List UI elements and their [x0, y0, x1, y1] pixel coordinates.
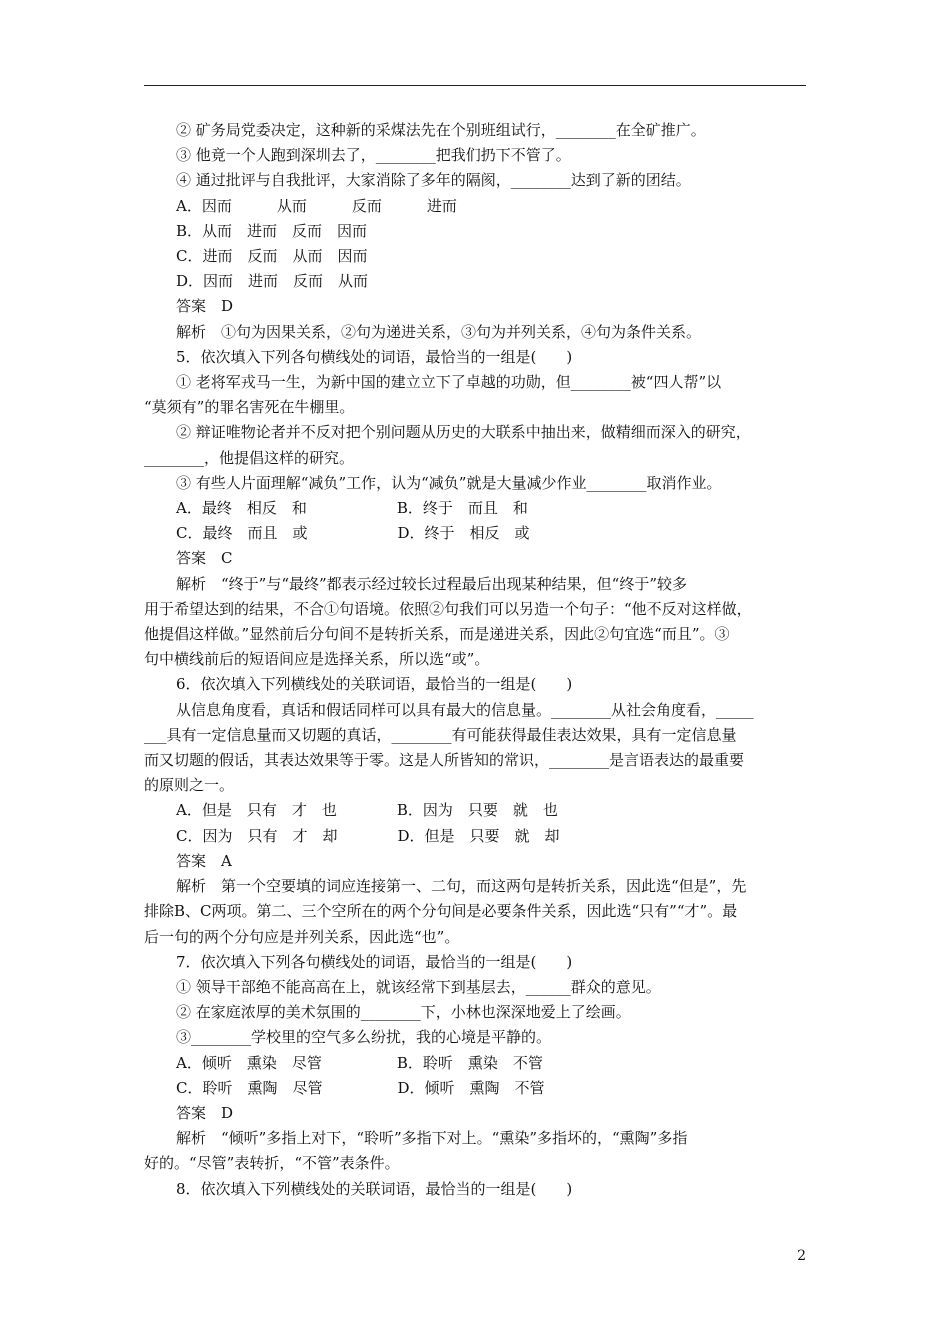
header-rule — [144, 85, 806, 86]
text-line: 从信息角度看，真话和假话同样可以具有最大的信息量。________从社会角度看，_____ — [176, 700, 754, 719]
text-line: 答案 D — [176, 297, 234, 316]
text-line: 而又切题的假话，其表达效果等于零。这是人所皆知的常识，________是言语表达的最重要 — [144, 751, 745, 770]
text-line: A．因而 从而 反而 进而 — [176, 196, 457, 215]
text-line: ② 在家庭浓厚的美术氛围的________下，小林也深深地爱上了绘画。 — [176, 1003, 631, 1022]
text-line: ② 辩证唯物论者并不反对把个别问题从历史的大联系中抽出来，做精细而深入的研究， — [176, 423, 751, 442]
text-line: C．最终 而且 或 D．终于 相反 或 — [176, 524, 530, 543]
text-line: A．倾听 熏染 尽管 B．聆听 熏染 不管 — [176, 1053, 543, 1072]
text-line: 后一句的两个分句应是并列关系，因此选“也”。 — [144, 927, 460, 946]
text-line: 排除B、C两项。第二、三个空所在的两个分句间是必要条件关系，因此选“只有”“才”。最 — [144, 902, 738, 921]
text-line: 的原则之一。 — [144, 776, 235, 795]
text-line: 用于希望达到的结果，不合①句语境。依照②句我们可以另造一个句子：“他不反对这样做， — [144, 599, 752, 618]
text-line: A．但是 只有 才 也 B．因为 只要 就 也 — [176, 801, 558, 820]
text-line: ③ 有些人片面理解“减负”工作，认为“减负”就是大量减少作业________取消作业。 — [176, 473, 722, 492]
text-line: ③ 他竟一个人跑到深圳去了，________把我们扔下不管了。 — [176, 146, 571, 165]
text-line: B．从而 进而 反而 因而 — [176, 221, 368, 240]
text-line: 句中横线前后的短语间应是选择关系，所以选“或”。 — [144, 650, 490, 669]
text-line: 解析 “倾听”多指上对下，“聆听”多指下对上。“熏染”多指坏的，“熏陶”多指 — [176, 1129, 688, 1148]
text-line: ① 领导干部绝不能高高在上，就该经常下到基层去，______群众的意见。 — [176, 977, 661, 996]
text-line: ① 老将军戎马一生，为新中国的建立立下了卓越的功勋，但________被“四人帮”以 — [176, 373, 722, 392]
page-number: 2 — [797, 1248, 806, 1264]
text-line: D．因而 进而 反而 从而 — [176, 272, 369, 291]
text-line: 解析 “终于”与“最终”都表示经过较长过程最后出现某种结果，但“终于”较多 — [176, 574, 688, 593]
text-line: 解析 ①句为因果关系，②句为递进关系，③句为并列关系，④句为条件关系。 — [176, 322, 702, 341]
text-line: 7．依次填入下列各句横线处的词语，最恰当的一组是( ) — [176, 952, 573, 971]
text-line: 答案 A — [176, 851, 232, 870]
text-line: C．聆听 熏陶 尽管 D．倾听 熏陶 不管 — [176, 1078, 545, 1097]
text-line: 8．依次填入下列横线处的关联词语，最恰当的一组是( ) — [176, 1179, 573, 1198]
text-line: 答案 C — [176, 549, 233, 568]
text-line: A．最终 相反 和 B．终于 而且 和 — [176, 499, 528, 518]
text-line: 他提倡这样做。”显然前后分句间不是转折关系，而是递进关系，因此②句宜选“而且”。③ — [144, 625, 730, 644]
text-line: 6．依次填入下列横线处的关联词语，最恰当的一组是( ) — [176, 675, 573, 694]
text-line: C．进而 反而 从而 因而 — [176, 247, 368, 266]
document-body — [144, 118, 806, 1202]
text-line: ③________学校里的空气多么纷扰，我的心境是平静的。 — [176, 1028, 552, 1047]
text-line: ④ 通过批评与自我批评，大家消除了多年的隔阂，________达到了新的团结。 — [176, 171, 691, 190]
text-line: 解析 第一个空要填的词应连接第一、二句，而这两句是转折关系，因此选“但是”，先 — [176, 877, 747, 896]
text-line: “莫须有”的罪名害死在牛棚里。 — [144, 398, 355, 417]
text-line: ___具有一定信息量而又切题的真话，________有可能获得最佳表达效果，具有一定信息量 — [144, 725, 737, 744]
text-line: 5．依次填入下列各句横线处的词语，最恰当的一组是( ) — [176, 347, 573, 366]
text-line: C．因为 只有 才 却 D．但是 只要 就 却 — [176, 826, 560, 845]
text-line: ________，他提倡这样的研究。 — [144, 448, 355, 467]
text-line: 好的。“尽管”表转折，“不管”表条件。 — [144, 1154, 400, 1173]
text-line: 答案 D — [176, 1103, 234, 1122]
text-line: ② 矿务局党委决定，这种新的采煤法先在个别班组试行，________在全矿推广。 — [176, 121, 706, 139]
